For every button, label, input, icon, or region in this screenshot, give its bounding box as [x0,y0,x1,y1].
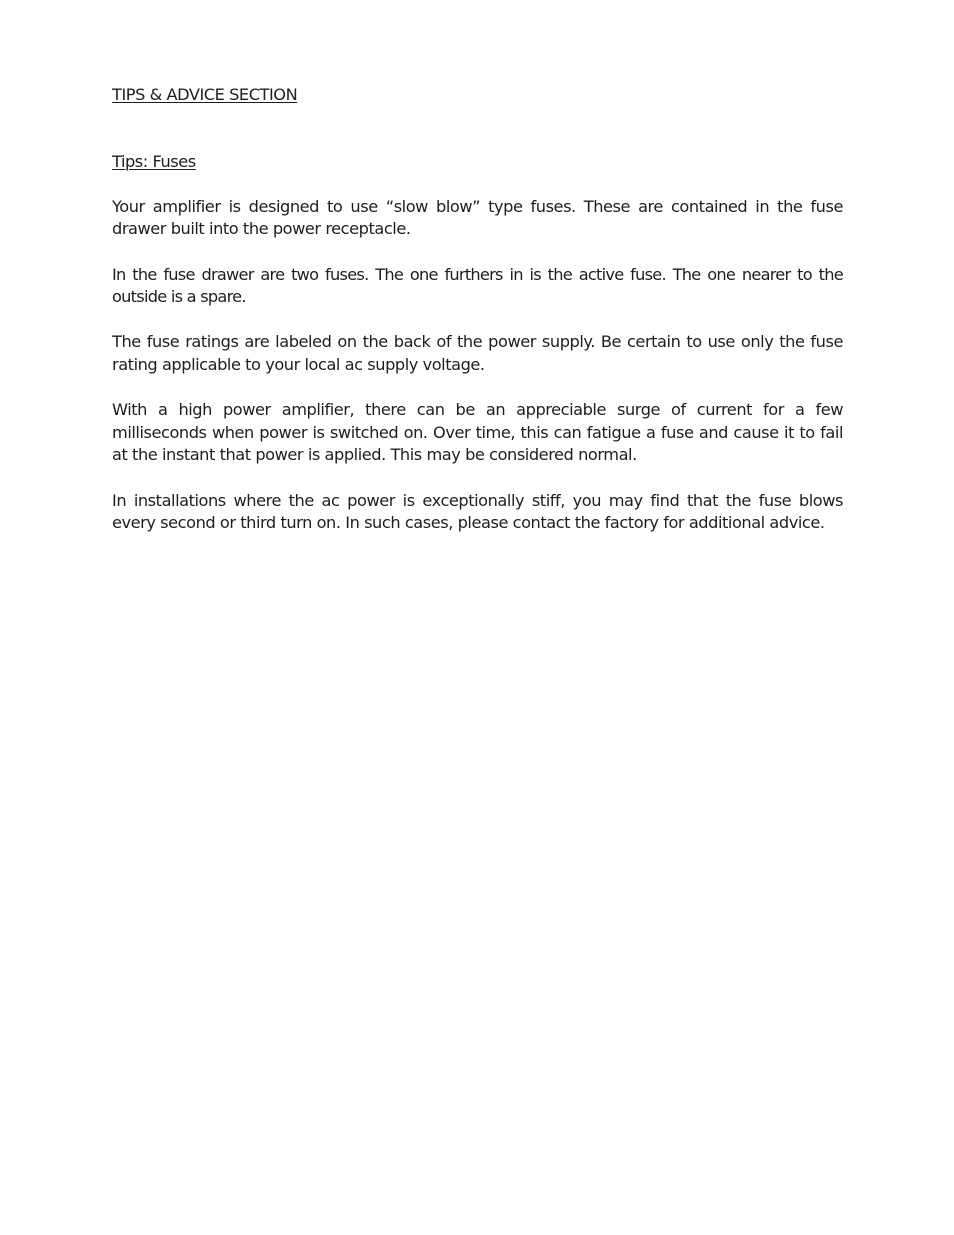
paragraph-slow-blow-fuses: Your amplifier is designed to use “slow blow” type fuses. These are contained in the fuse drawer built into the power receptacle. [112,196,843,239]
paragraph-power-surge: With a high power amplifier, there can be an appreciable surge of current for a few milliseconds when power is switched on. Over time, this can fatigue a fuse and cause it to fail at the instant that power is applied. This may be considered normal. [112,400,843,465]
document-body [112,84,843,535]
paragraph-fuse-ratings: The fuse ratings are labeled on the back of the power supply. Be certain to use only the fuse rating applicable to your local ac supply voltage. [112,332,843,374]
subsection-title: Tips: Fuses [112,151,196,171]
section-title: TIPS & ADVICE SECTION [112,85,298,104]
paragraph-fuse-drawer: In the fuse drawer are two fuses. The one furthers in is the active fuse. The one nearer to the outside is a spare. [112,264,843,307]
paragraph-stiff-ac-power: In installations where the ac power is exceptionally stiff, you may find that the fuse blows every second or third turn on. In such cases, please contact the factory for additional advice. [112,490,843,533]
